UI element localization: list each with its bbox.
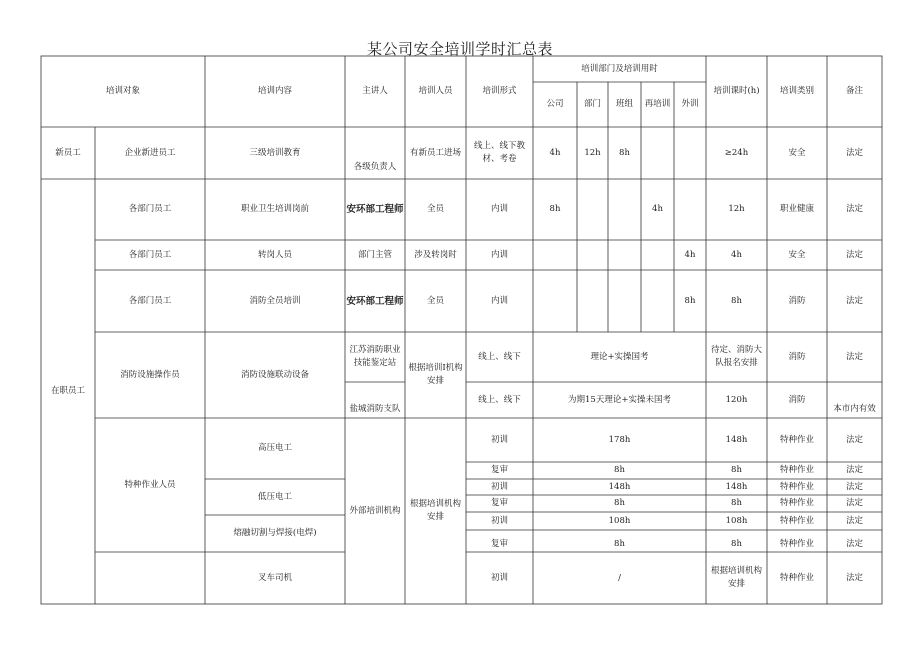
header-target: 培训对象 xyxy=(105,86,140,96)
page-title: 某公司安全培训学时汇总表 xyxy=(366,40,553,58)
weld-initial-remarks: 法定 xyxy=(845,515,863,526)
lv-review-category: 特种作业 xyxy=(779,498,814,508)
special-content-3: 熔融切割与焊接(电焊) xyxy=(233,528,317,538)
header-form: 培训形式 xyxy=(482,86,517,96)
r4-lecturer: 安环部工程师 xyxy=(346,295,404,307)
lv-initial-form: 初训 xyxy=(490,481,508,492)
hv-initial-remarks: 法定 xyxy=(845,434,863,445)
r1-team: 8h xyxy=(619,147,630,158)
r2-company: 8h xyxy=(549,204,561,214)
hv-initial-form: 初训 xyxy=(490,434,508,445)
r1-dept: 12h xyxy=(584,147,601,158)
special-lecturer: 外部培训机构 xyxy=(349,505,401,516)
lv-review-form: 复审 xyxy=(490,498,508,508)
r5-form-a: 线上、线下 xyxy=(478,351,521,362)
hv-initial-dept: 178h xyxy=(608,434,631,445)
header-retrain: 再培训 xyxy=(644,99,671,109)
special-content-2: 低压电工 xyxy=(257,491,292,502)
header-trainees: 培训人员 xyxy=(418,86,453,96)
header-class-hours: 培训课时(h) xyxy=(713,86,760,96)
r5-hours-a: 待定、消防大队报名安排 xyxy=(710,345,762,368)
forklift-initial-form: 初训 xyxy=(490,572,508,583)
r5-dept-a: 理论+实操国考 xyxy=(590,351,649,362)
r1-trainees: 有新员工进场 xyxy=(409,147,461,158)
hv-review-remarks: 法定 xyxy=(845,465,863,475)
group-new-staff: 新员工 xyxy=(55,147,81,158)
hv-review-category: 特种作业 xyxy=(779,465,814,475)
r5-form-b: 线上、线下 xyxy=(478,394,521,405)
hv-initial-hours: 148h xyxy=(725,434,748,445)
header-external: 外训 xyxy=(681,99,699,109)
header-dept-hours: 培训部门及培训用时 xyxy=(581,63,658,74)
lv-initial-remarks: 法定 xyxy=(845,481,863,492)
header-company: 公司 xyxy=(546,99,564,109)
header-department: 部门 xyxy=(583,99,601,109)
r1-content: 三级培训教育 xyxy=(249,147,301,158)
r3-lecturer: 部门主管 xyxy=(357,249,392,260)
r5-lecturer-a: 江苏消防职业技能鉴定站 xyxy=(349,345,401,368)
lv-review-remarks: 法定 xyxy=(845,498,863,508)
r5-trainees: 根据培训I机构安排 xyxy=(408,363,463,386)
r3-form: 内训 xyxy=(490,249,508,260)
weld-review-remarks: 法定 xyxy=(845,539,863,549)
r1-hours: ≥24h xyxy=(724,147,749,158)
r3-remarks: 法定 xyxy=(845,249,863,260)
r4-form: 内训 xyxy=(490,295,508,306)
r3-target: 各部门员工 xyxy=(128,249,172,260)
weld-initial-form: 初训 xyxy=(490,515,508,526)
r5-remarks-b: 本市内有效 xyxy=(833,404,876,414)
forklift-initial-hours: 根据培训机构安排 xyxy=(710,566,762,589)
r5-target: 消防设施操作员 xyxy=(120,369,180,380)
r1-remarks: 法定 xyxy=(845,147,863,158)
r3-content: 转岗人员 xyxy=(257,249,292,260)
lv-initial-dept: 148h xyxy=(608,481,631,492)
hv-review-form: 复审 xyxy=(490,465,508,475)
r3-trainees: 涉及转岗时 xyxy=(414,249,457,260)
r2-content: 职业卫生培训岗前 xyxy=(240,204,309,214)
r1-company: 4h xyxy=(549,147,561,158)
r1-form: 线上、线下教材、考卷 xyxy=(473,141,525,164)
r5-lecturer-b: 盐城消防支队 xyxy=(349,404,401,414)
r2-lecturer: 安环部工程师 xyxy=(346,204,404,215)
lv-review-dept: 8h xyxy=(614,498,625,508)
header-content: 培训内容 xyxy=(257,86,292,96)
r3-external: 4h xyxy=(684,249,696,260)
weld-review-category: 特种作业 xyxy=(779,539,814,549)
lv-review-hours: 8h xyxy=(731,498,742,508)
special-content-4: 叉车司机 xyxy=(257,572,292,583)
hv-review-dept: 8h xyxy=(614,465,625,475)
header-lecturer: 主讲人 xyxy=(362,86,388,96)
weld-initial-hours: 108h xyxy=(725,515,748,526)
r2-trainees: 全员 xyxy=(426,204,444,214)
r5-category-b: 消防 xyxy=(788,394,806,405)
r5-dept-b: 为期15天理论+实操未国考 xyxy=(568,394,671,405)
forklift-initial-remarks: 法定 xyxy=(845,572,863,583)
r3-category: 安全 xyxy=(788,249,806,260)
hv-initial-category: 特种作业 xyxy=(779,434,814,445)
lv-initial-hours: 148h xyxy=(725,481,748,492)
r1-lecturer: 各级负责人 xyxy=(353,161,397,172)
r2-form: 内训 xyxy=(490,204,508,214)
r4-content: 消防全员培训 xyxy=(249,295,301,306)
forklift-initial-dept: / xyxy=(618,572,621,583)
special-content-1: 高压电工 xyxy=(257,443,292,453)
group-in-service: 在职员工 xyxy=(50,386,85,396)
r2-hours: 12h xyxy=(728,204,745,214)
weld-review-form: 复审 xyxy=(490,539,508,549)
special-trainees: 根据培训机构安排 xyxy=(409,499,461,522)
r1-target: 企业新进员工 xyxy=(124,147,176,158)
r5-hours-b: 120h xyxy=(725,394,748,405)
r4-category: 消防 xyxy=(788,295,806,306)
r5-category-a: 消防 xyxy=(788,351,806,362)
hv-review-hours: 8h xyxy=(731,465,742,475)
lv-initial-category: 特种作业 xyxy=(779,481,814,492)
r4-external: 8h xyxy=(684,295,696,306)
weld-review-dept: 8h xyxy=(614,539,625,549)
r2-category: 职业健康 xyxy=(779,204,814,214)
r4-hours: 8h xyxy=(731,295,742,306)
r3-hours: 4h xyxy=(731,249,742,260)
r5-remarks-a: 法定 xyxy=(845,351,863,362)
r4-target: 各部门员工 xyxy=(128,295,172,306)
header-category: 培训类别 xyxy=(779,86,814,96)
special-target: 特种作业人员 xyxy=(124,479,176,490)
header-remarks: 备注 xyxy=(845,86,863,96)
header-team: 班组 xyxy=(615,99,633,109)
weld-review-hours: 8h xyxy=(731,539,742,549)
r5-content: 消防设施联动设备 xyxy=(240,369,309,380)
r4-trainees: 全员 xyxy=(426,295,444,306)
weld-initial-category: 特种作业 xyxy=(779,515,814,526)
weld-initial-dept: 108h xyxy=(608,515,631,526)
r1-category: 安全 xyxy=(788,147,806,158)
r2-remarks: 法定 xyxy=(845,204,863,214)
r2-target: 各部门员工 xyxy=(128,204,172,214)
forklift-initial-category: 特种作业 xyxy=(779,572,814,583)
r2-retrain: 4h xyxy=(652,204,663,214)
r4-remarks: 法定 xyxy=(845,295,863,306)
